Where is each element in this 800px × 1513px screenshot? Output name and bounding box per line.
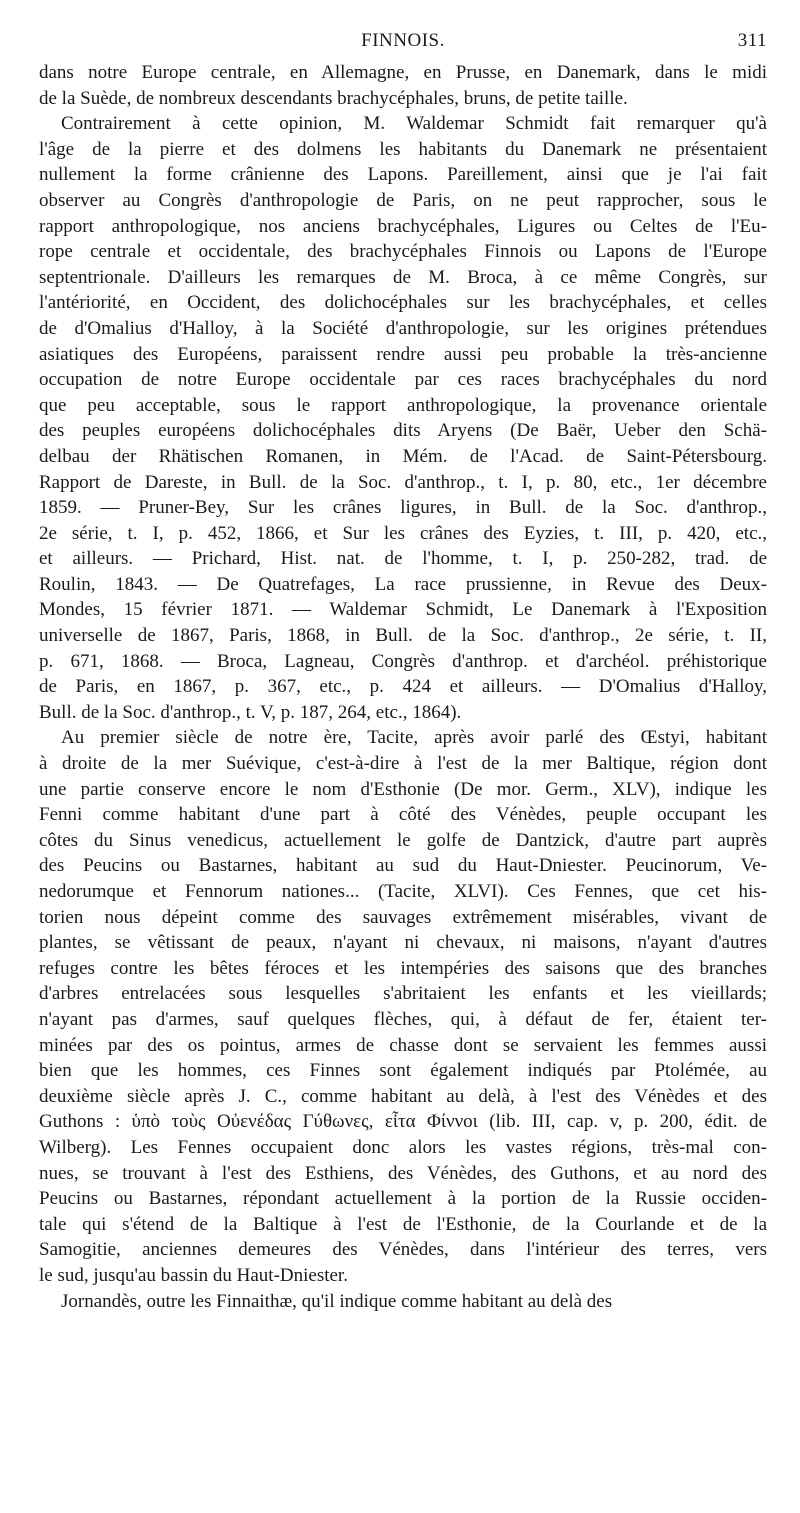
text-line: le sud, jusqu'au bassin du Haut-Dniester. [39,1264,348,1286]
text-line: nedorumque et Fennorum nationes... (Tacite, XLVI). Ces Fennes, que cet his- [39,881,767,902]
page-number: 311 [737,30,767,51]
text-line: n'ayant pas d'armes, sauf quelques flèches, qui, à défaut de fer, étaient ter- [39,1008,767,1030]
text-line: asiatiques des Européens, paraissent rendre aussi peu probable la très-ancienne [39,343,767,365]
text-line: côtes du Sinus venedicus, actuellement le golfe de Dantzick, d'autre part auprès [39,829,767,851]
text-line: à droite de la mer Suévique, c'est-à-dire à l'est de la mer Baltique, région dont [39,753,767,775]
text-line: des peuples européens dolichocéphales dits Aryens (De Baër, Ueber den Schä- [39,420,767,442]
text-line: l'antériorité, en Occident, des dolichocéphales sur les brachycéphales, et celles [39,292,767,314]
text-line: 2e série, t. I, p. 452, 1866, et Sur les crânes des Eyzies, t. III, p. 420, etc., [39,522,767,544]
text-line: deuxième siècle après J. C., comme habitant au delà, à l'est des Vénèdes et des [39,1085,767,1107]
text-line: p. 671, 1868. — Broca, Lagneau, Congrès d'anthrop. et d'archéol. préhistorique [39,650,767,672]
text-line: des Peucins ou Bastarnes, habitant au sud du Haut-Dniester. Peucinorum, Ve- [39,855,767,877]
text-line: delbau der Rhätischen Romanen, in Mém. de l'Acad. de Saint-Pétersbourg. [39,445,767,467]
text-line: plantes, se vêtissant de peaux, n'ayant ni chevaux, ni maisons, n'ayant d'autres [39,932,767,954]
text-line: septentrionale. D'ailleurs les remarques de M. Broca, à ce même Congrès, sur [39,266,767,288]
text-line: Contrairement à cette opinion, M. Waldemar Schmidt fait remarquer qu'à [61,113,767,135]
text-line: Bull. de la Soc. d'anthrop., t. V, p. 187, 264, etc., 1864). [39,701,462,723]
text-line: nullement la forme crânienne des Lapons. Pareillement, ainsi que je l'ai fait [39,164,767,186]
text-line: minées par des os pointus, armes de chasse dont se servaient les femmes aussi [39,1034,767,1056]
text-line: 1859. — Pruner-Bey, Sur les crânes ligures, in Bull. de la Soc. d'anthrop., [39,497,767,519]
book-page [39,28,767,1314]
text-line: tale qui s'étend de la Baltique à l'est de l'Esthonie, de la Courlande et de la [39,1213,767,1235]
text-line: universelle de 1867, Paris, 1868, in Bull. de la Soc. d'anthrop., 2e série, t. II, [39,625,767,647]
text-line: de d'Omalius d'Halloy, à la Société d'anthropologie, sur les origines prétendues [39,317,767,339]
body-text [39,60,767,1314]
text-line: Fenni comme habitant d'une part à côté des Vénèdes, peuple occupant les [39,804,767,826]
text-line: rapport anthropologique, nos anciens brachycéphales, Ligures ou Celtes de l'Eu- [39,215,767,237]
text-line: de Paris, en 1867, p. 367, etc., p. 424 et ailleurs. — D'Omalius d'Halloy, [39,676,767,698]
text-line: Mondes, 15 février 1871. — Waldemar Schmidt, Le Danemark à l'Exposition [39,599,767,621]
text-line: que peu acceptable, sous le rapport anthropologique, la provenance orientale [39,394,767,416]
text-line: observer au Congrès d'anthropologie de Paris, on ne peut rapprocher, sous le [39,189,767,211]
text-line: une partie conserve encore le nom d'Esthonie (De mor. Germ., XLV), indique les [39,778,767,800]
text-line: occupation de notre Europe occidentale par ces races brachycéphales du nord [39,369,767,391]
text-line: nues, se trouvant à l'est des Esthiens, des Vénèdes, des Guthons, et au nord des [39,1162,767,1184]
text-line: refuges contre les bêtes féroces et les intempéries des saisons que des branches [39,957,767,979]
text-line: bien que les hommes, ces Finnes sont également indiqués par Ptolémée, au [39,1060,767,1082]
text-line: Au premier siècle de notre ère, Tacite, après avoir parlé des Œstyi, habitant [61,727,767,749]
text-line: d'arbres entrelacées sous lesquelles s'abritaient les enfants et les vieillards; [39,983,767,1005]
text-line: Samogitie, anciennes demeures des Vénèdes, dans l'intérieur des terres, vers [39,1239,767,1261]
text-line: dans notre Europe centrale, en Allemagne, en Prusse, en Danemark, dans le midi [39,62,767,83]
text-line: de la Suède, de nombreux descendants brachycéphales, bruns, de petite taille. [39,87,628,109]
running-title: FINNOIS. [361,30,445,51]
text-line: l'âge de la pierre et des dolmens les habitants du Danemark ne présentaient [39,138,767,160]
text-line: Jornandès, outre les Finnaithæ, qu'il indique comme habitant au delà des [61,1290,613,1312]
text-line: Roulin, 1843. — De Quatrefages, La race prussienne, in Revue des Deux- [39,573,767,595]
text-line: Guthons : ὑπὸ τοὺς Οὐενέδας Γύθωνες, εἶτα Φίννοι (lib. III, cap. v, p. 200, édit. de [39,1111,767,1133]
text-line: Wilberg). Les Fennes occupaient donc alors les vastes régions, très-mal con- [39,1136,767,1158]
text-line: rope centrale et occidentale, des brachycéphales Finnois ou Lapons de l'Europe [39,241,767,263]
text-line: Peucins ou Bastarnes, répondant actuellement à la portion de la Russie occiden- [39,1188,767,1210]
page-header [39,28,767,60]
text-line: et ailleurs. — Prichard, Hist. nat. de l'homme, t. I, p. 250-282, trad. de [39,548,767,570]
text-line: torien nous dépeint comme des sauvages extrêmement misérables, vivant de [39,906,767,928]
text-line: Rapport de Dareste, in Bull. de la Soc. d'anthrop., t. I, p. 80, etc., 1er décembre [39,471,767,493]
